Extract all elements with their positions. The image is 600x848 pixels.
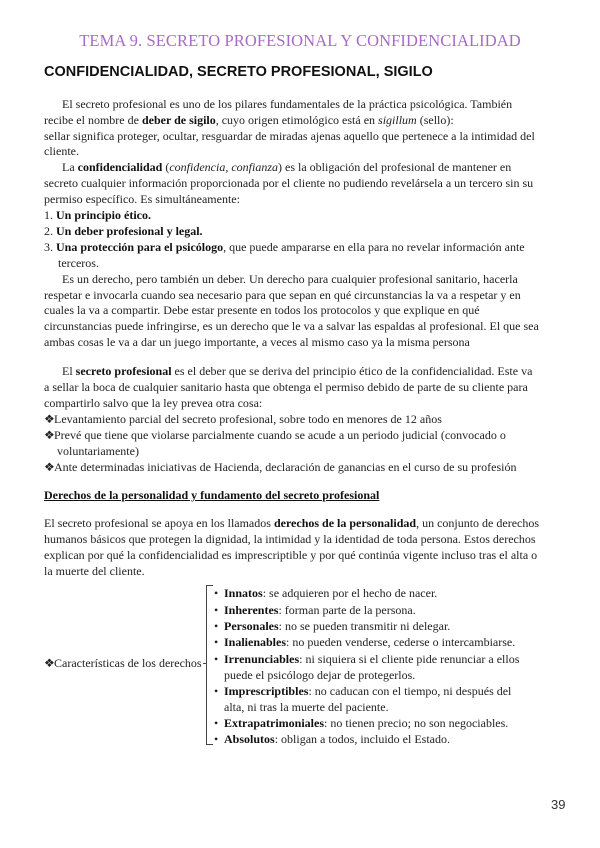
characteristic-item: • Irrenunciables: ni siquiera si el cliente pide renunciar a ellos: [214, 652, 520, 666]
subheading: Derechos de la personalidad y fundamento del secreto profesional: [44, 488, 380, 502]
para5-line2: humanos básicos que protegen la dignidad, la intimidad y la identidad de toda persona. Estos derechos: [44, 532, 536, 546]
para3-line1: Es un derecho, pero también un deber. Un derecho para cualquier profesional sanitario, hacerla: [62, 272, 518, 286]
para1-line4: cliente.: [44, 144, 79, 158]
diamond-bullet-icon: ❖: [44, 656, 55, 670]
characteristic-item: • Extrapatrimoniales: no tienen precio; no son negociables.: [214, 716, 509, 730]
brace-tick: [203, 663, 207, 664]
diamond-bullet-icon: ❖: [44, 428, 55, 442]
characteristic-item: • Inherentes: forman parte de la persona.: [214, 603, 416, 617]
list-item-continuation: terceros.: [58, 256, 99, 270]
list-item-continuation: voluntariamente): [57, 444, 139, 458]
dot-bullet-icon: •: [214, 603, 219, 617]
para2-line3: permiso específico. Es simultáneamente:: [44, 192, 240, 206]
chapter-title: TEMA 9. SECRETO PROFESIONAL Y CONFIDENCIALIDAD: [79, 31, 521, 50]
dot-bullet-icon: •: [214, 619, 219, 633]
dot-bullet-icon: •: [214, 716, 219, 730]
para3-line4: circunstancias puede infringirse, es un derecho que le va a salvar las espaldas al profesional. El que sea: [44, 319, 539, 333]
diamond-bullet-icon: ❖: [44, 460, 55, 474]
list-item: 1. Un principio ético.: [44, 208, 151, 222]
characteristic-item: • Inalienables: no pueden venderse, cederse o intercambiarse.: [214, 635, 516, 649]
characteristic-item: • Imprescriptibles: no caducan con el tiempo, ni después del: [214, 684, 512, 698]
characteristic-item: • Personales: no se pueden transmitir ni delegar.: [214, 619, 451, 633]
list-item: 2. Un deber profesional y legal.: [44, 224, 203, 238]
list-item: ❖Ante determinadas iniciativas de Hacienda, declaración de ganancias en el curso de su profesión: [44, 460, 517, 474]
para5-line1: El secreto profesional se apoya en los llamados derechos de la personalidad, un conjunto de derechos: [44, 516, 540, 530]
characteristic-item-continuation: alta, ni tras la muerte del paciente.: [224, 700, 389, 714]
characteristic-item: • Absolutos: obligan a todos, incluido el Estado.: [214, 732, 450, 746]
characteristic-item-continuation: puede el psicólogo dejar de protegerlos.: [224, 668, 416, 682]
list-item: 3. Una protección para el psicólogo, que puede ampararse en ella para no revelar información ante: [44, 240, 525, 254]
para1-line2: recibe el nombre de deber de sigilo, cuyo origen etimológico está en sigillum (sello):: [44, 113, 454, 127]
list-item: ❖Prevé que tiene que violarse parcialmente cuando se acude a un periodo judicial (convocado o: [44, 428, 506, 442]
para4-line1: El secreto profesional es el deber que se deriva del principio ético de la confidencialidad. Este va: [62, 364, 533, 378]
dot-bullet-icon: •: [214, 684, 219, 698]
para1-line3: sellar significa proteger, ocultar, resguardar de miradas ajenas aquello que pertenece a la intimidad del: [44, 129, 535, 143]
diamond-bullet-icon: ❖: [44, 412, 55, 426]
para3-line5: ambas cosas le va a dar un juego importante, a veces al mismo caso ya la misma persona: [44, 335, 470, 349]
dot-bullet-icon: •: [214, 652, 219, 666]
para3-line3: cuales la va a compartir. Debe estar presente en todos los protocolos y que explique en qué: [44, 303, 480, 317]
para4-line3: compartirlo salvo que la ley prevea otra cosa:: [44, 396, 263, 410]
characteristics-label: ❖Características de los derechos: [44, 656, 202, 670]
para2-line2: secreto cualquier información proporcionada por el cliente no pudiendo revelársela a un tercero sin su: [44, 176, 534, 190]
para1-line1: El secreto profesional es uno de los pilares fundamentales de la práctica psicológica. También: [62, 97, 513, 111]
brace: [206, 585, 213, 745]
dot-bullet-icon: •: [214, 635, 219, 649]
dot-bullet-icon: •: [214, 732, 219, 746]
page-number: 39: [551, 797, 566, 812]
para2-line1: La confidencialidad (confidencia, confianza) es la obligación del profesional de mantener en: [62, 160, 512, 174]
section-title: CONFIDENCIALIDAD, SECRETO PROFESIONAL, SIGILO: [44, 64, 433, 80]
list-item: ❖Levantamiento parcial del secreto profesional, sobre todo en menores de 12 años: [44, 412, 442, 426]
para5-line4: la muerte del cliente.: [44, 564, 145, 578]
dot-bullet-icon: •: [214, 586, 219, 600]
para4-line2: a sellar la boca de cualquier sanitario hasta que obtenga el permiso debido de parte de su cliente para: [44, 380, 528, 394]
para3-line2: respetar e invocarla cuando sea necesario para que sepan en qué circunstancias la va a respetar y en: [44, 288, 521, 302]
characteristic-item: • Innatos: se adquieren por el hecho de nacer.: [214, 586, 438, 600]
para5-line3: explican por qué la confidencialidad es imprescriptible y por qué continúa vigente incluso tras el alta o: [44, 548, 538, 562]
